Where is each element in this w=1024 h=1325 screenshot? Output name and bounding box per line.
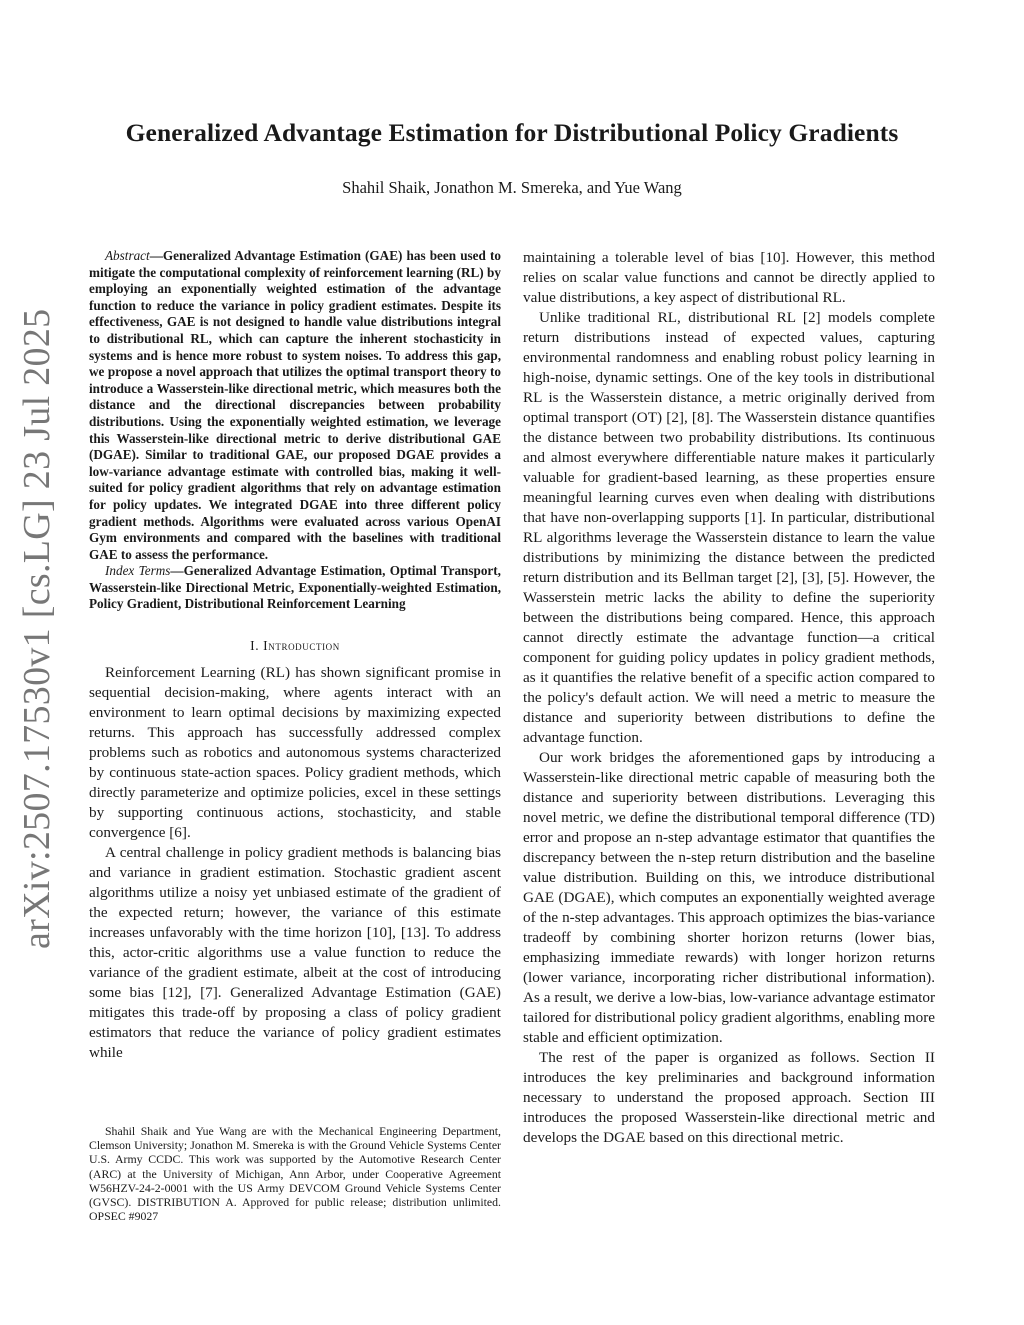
section-heading-introduction bbox=[89, 638, 501, 654]
paper-title: Generalized Advantage Estimation for Distributional Policy Gradients bbox=[125, 118, 899, 147]
index-terms-text: —Generalized Advantage Estimation, Optimal Transport, Wasserstein-like Directional Metric, Exponentially-weighted Estimation, Policy Gradient, Distributional Reinforcement Learning bbox=[89, 563, 501, 612]
affiliation-footnote: Shahil Shaik and Yue Wang are with the Mechanical Engineering Department, Clemson University; Jonathon M. Smereka is with the Ground Vehicle Systems Center U.S. Army CCDC. This work was supported by the Automotive Research Center (ARC) at the University of Michigan, Ann Arbor, under Cooperative Agreement W56HZV-24-2-0001 with the US Army DEVCOM Ground Vehicle Systems Center (GVSC). DISTRIBUTION A. Approved for public release; distribution unlimited. OPSEC #9027 bbox=[89, 1124, 501, 1224]
intro-paragraph-1: Reinforcement Learning (RL) has shown significant promise in sequential decision-making, where agents interact with an environment to learn optimal decisions by maximizing expected returns. This approach has successfully addressed complex problems such as robotics and autonomous systems characterized by continuous state-action spaces. Policy gradient methods, which directly parameterize and optimize policies, excel in these settings by supporting continuous actions, stochasticity, and stable convergence [6]. bbox=[89, 664, 501, 842]
index-terms-label: Index Terms bbox=[105, 563, 171, 579]
arxiv-identifier: arXiv:2507.17530v1 [cs.LG] 23 Jul 2025 bbox=[16, 308, 58, 949]
intro-paragraph-5: The rest of the paper is organized as follows. Section II introduces the key preliminaries and background information necessary to understand the proposed approach. Section III introduces the proposed Wasserstein-like directional metric and develops the DGAE based on this directional metric. bbox=[523, 1049, 935, 1146]
section-title: Introduction bbox=[263, 638, 340, 654]
left-column bbox=[89, 248, 501, 1063]
abstract-text: —Generalized Advantage Estimation (GAE) has been used to mitigate the computational complexity of reinforcement learning (RL) by employing an exponentially weighted estimation of the advantage function to reduce the variance in policy gradient estimates. Despite its effectiveness, GAE is not designed to handle value distributions integral to distributional RL, which can capture the inherent stochasticity in systems and is hence more robust to system noises. To address this gap, we propose a novel approach that utilizes the optimal transport theory to introduce a Wasserstein-like directional metric, which measures both the distance and the directional discrepancies between probability distributions. Using the exponentially weighted estimation, we leverage this Wasserstein-like directional metric to derive distributional GAE (DGAE). Similar to traditional GAE, our proposed DGAE provides a low-variance advantage estimate with controlled bias, making it well-suited for policy gradient algorithms that rely on advantage estimation for policy updates. We integrated DGAE into three different policy gradient methods. Algorithms were evaluated across various OpenAI Gym environments and compared with the baselines with traditional GAE to assess the performance. bbox=[89, 248, 501, 562]
intro-paragraph-2: A central challenge in policy gradient methods is balancing bias and variance in gradient estimation. Stochastic gradient ascent algorithms utilize a noisy yet unbiased estimate of the gradient of the expected return; however, the variance of this estimate increases unfavorably with the time horizon [10], [13]. To address this, actor-critic algorithms use a value function to reduce the variance of the gradient estimate, albeit at the cost of introducing some bias [12], [7]. Generalized Advantage Estimation (GAE) mitigates this trade-off by proposing a class of policy gradient estimators that reduce the variance of policy gradient estimates while bbox=[89, 844, 501, 1062]
intro-paragraph-3: Unlike traditional RL, distributional RL [2] models complete return distributions instead of expected values, capturing environmental randomness and enabling robust policy learning in high-noise, dynamic settings. One of the key tools in distributional RL is the Wasserstein distance, a metric originally derived from optimal transport (OT) [2], [8]. The Wasserstein distance quantifies the distance between two probability distributions. Its continuous and almost everywhere differentiable nature makes it particularly valuable for gradient-based learning, as these properties ensure meaningful learning curves even when dealing with distributions that have non-overlapping supports [1]. In particular, distributional RL algorithms leverage the Wasserstein distance to learn the value distributions by minimizing the distance between the predicted return distribution and its Bellman target [2], [3], [5]. However, the Wasserstein metric lacks the ability to define the superiority between the distributions being compared. Hence, this approach cannot directly estimate the advantage function—a critical component for guiding policy updates in policy gradient methods, as it quantifies the relative benefit of a specific action compared to the policy's default action. We will need a metric to measure the distance and superiority between distributions to define the advantage function. bbox=[523, 309, 935, 746]
intro-paragraph-4: Our work bridges the aforementioned gaps by introducing a Wasserstein-like directional metric capable of measuring both the distance and superiority between distributions. Leveraging this novel metric, we define the distributional temporal difference (TD) error and propose an n-step advantage estimator that quantifies the discrepancy between the n-step return distribution and the baseline value distribution. Building on this, we introduce distributional GAE (DGAE), which computes an exponentially weighted average of the n-step advantages. This approach optimizes the bias-variance tradeoff by combining shorter horizon returns (lower bias, emphasizing immediate rewards) with longer horizon returns (lower variance, incorporating richer distributional information). As a result, we derive a low-bias, low-variance advantage estimator tailored for distributional policy gradient algorithms, enabling more stable and efficient optimization. bbox=[523, 749, 935, 1046]
index-terms bbox=[89, 563, 501, 613]
author-list: Shahil Shaik, Jonathon M. Smereka, and Yue Wang bbox=[342, 178, 682, 197]
right-column bbox=[523, 248, 935, 1148]
abstract bbox=[89, 248, 501, 563]
intro-paragraph-continued: maintaining a tolerable level of bias [10]. However, this method relies on scalar value functions and cannot be directly applied to value distributions, a key aspect of distributional RL. bbox=[523, 249, 935, 306]
abstract-label: Abstract bbox=[105, 248, 150, 263]
section-number: I. bbox=[250, 638, 264, 654]
